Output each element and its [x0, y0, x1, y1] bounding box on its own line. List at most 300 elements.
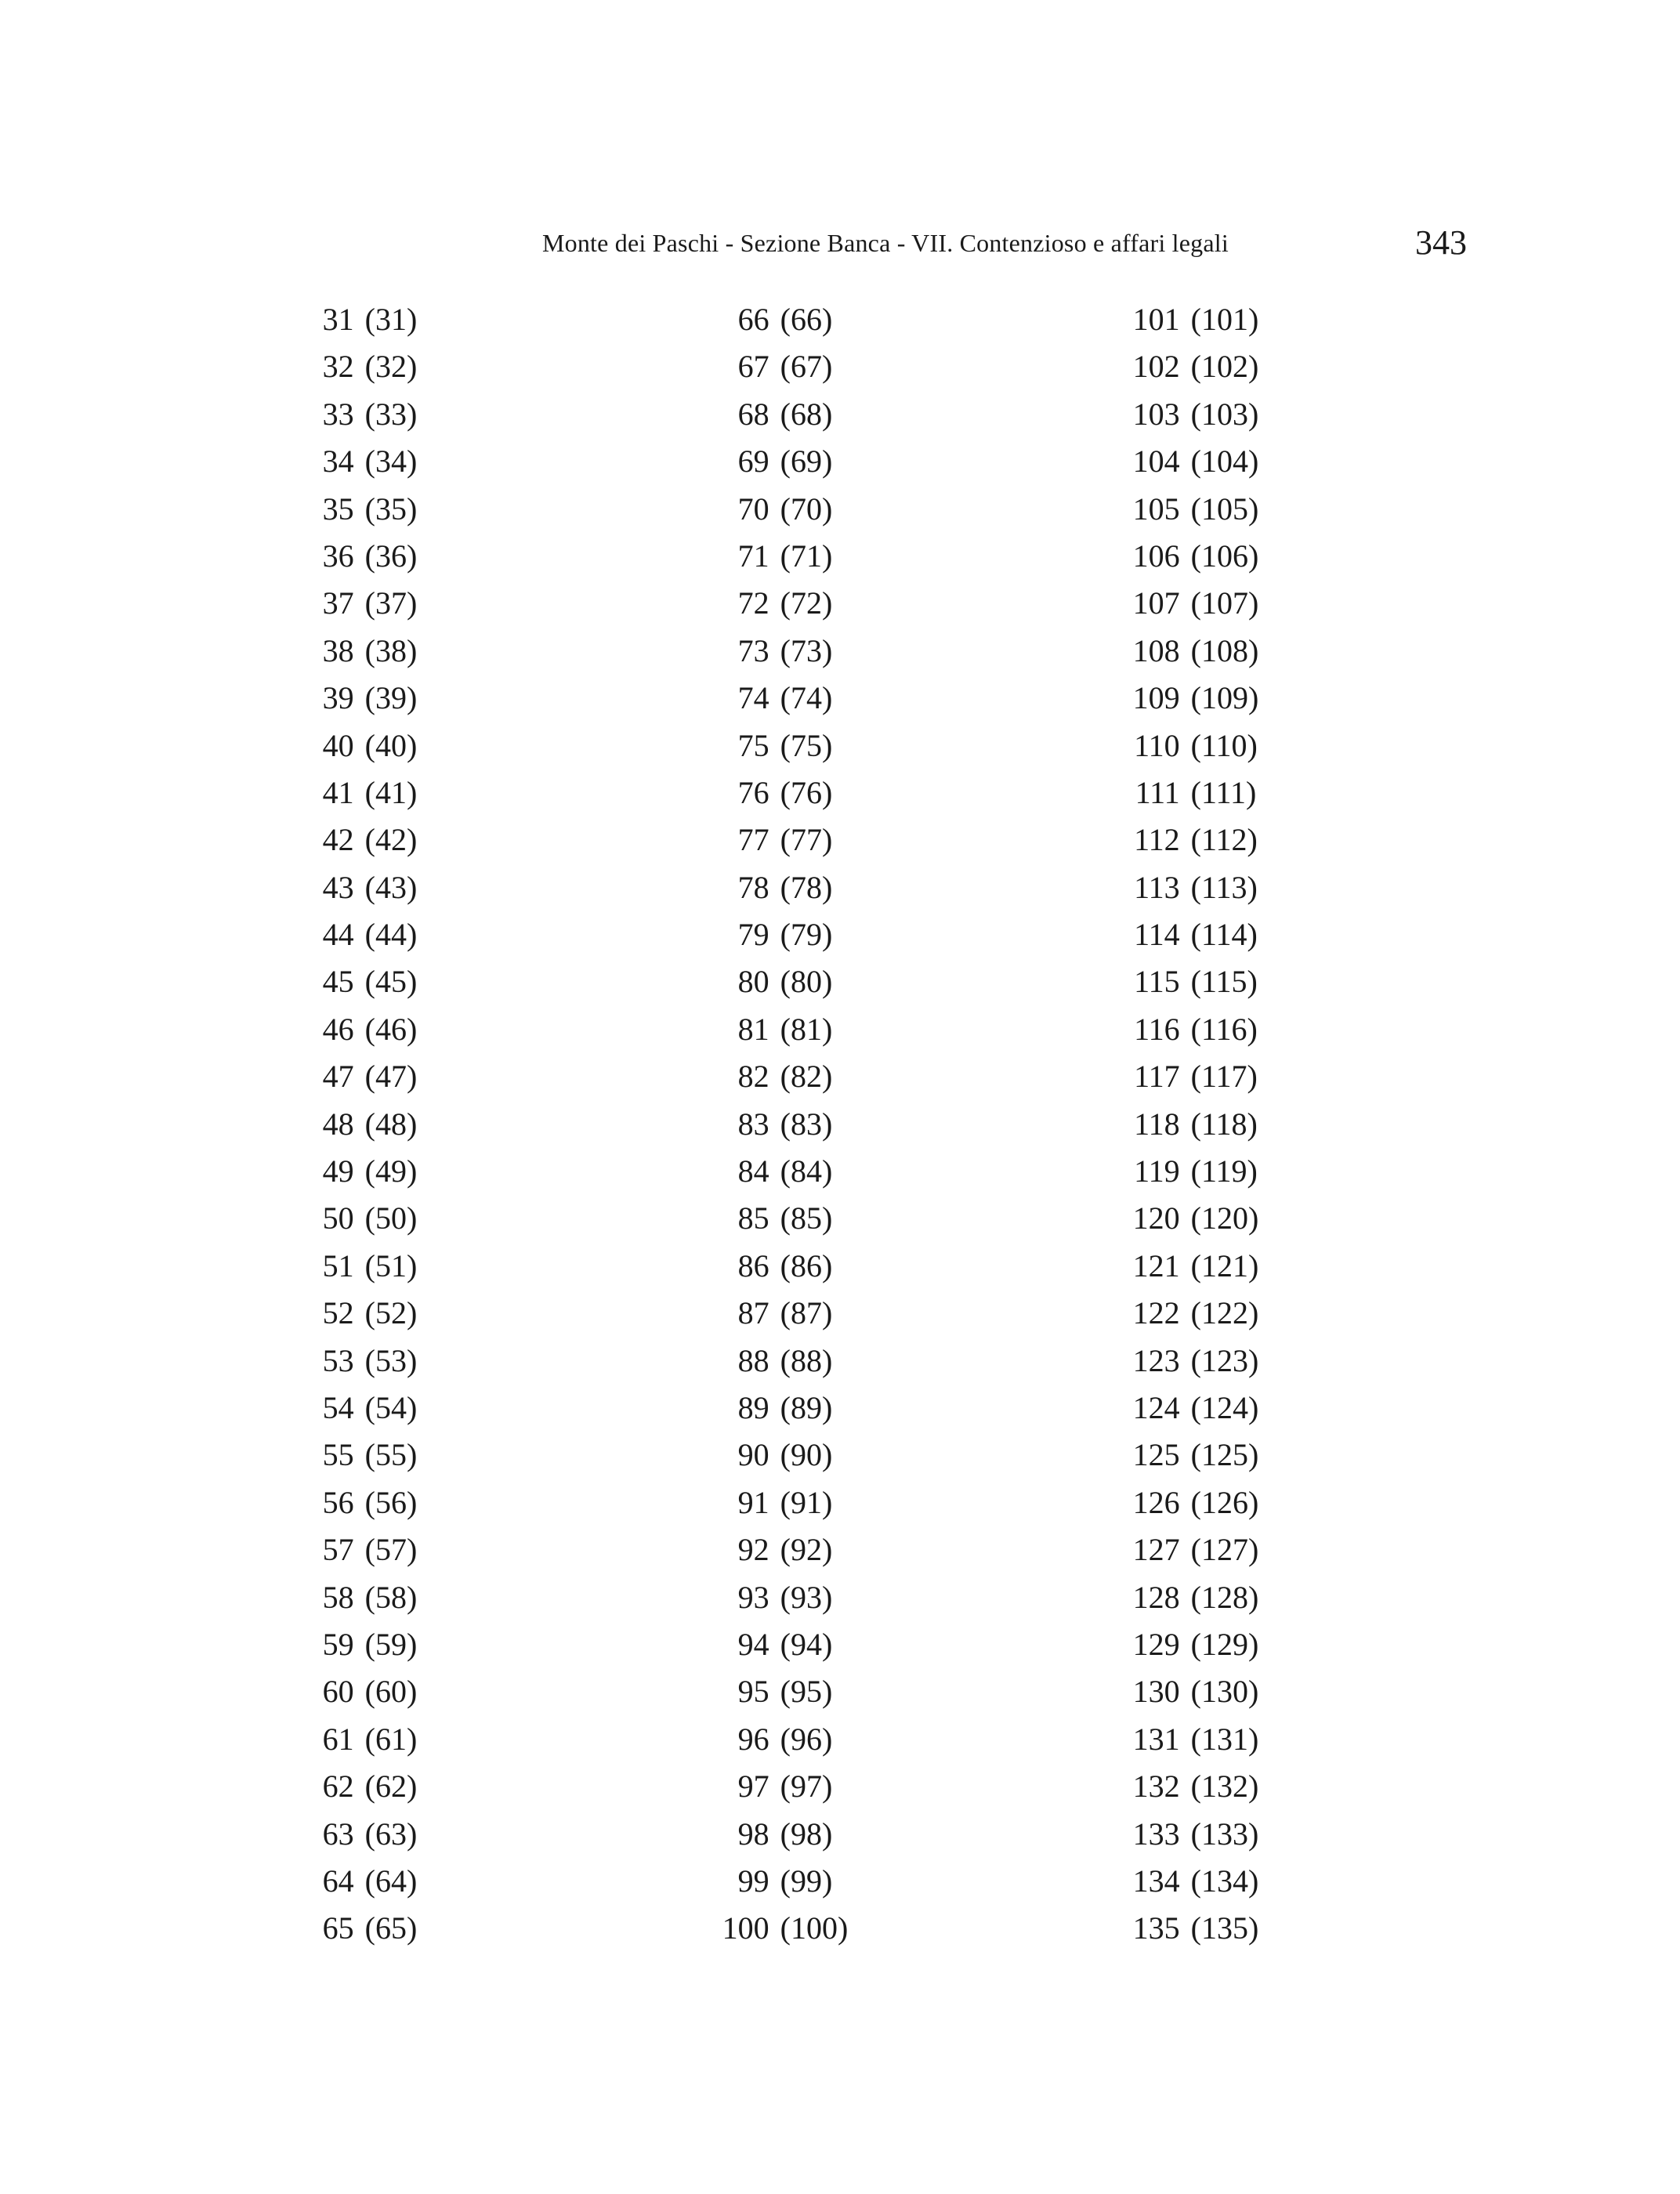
list-item: [621, 486, 950, 533]
list-item: [205, 343, 534, 390]
index-column-3: [1031, 296, 1360, 1953]
list-item: [205, 1716, 534, 1763]
list-item: [621, 1479, 950, 1526]
entry-number: 49: [322, 1153, 354, 1189]
list-item: [621, 1858, 950, 1905]
entry-reference: (51): [364, 1247, 418, 1283]
running-title: Monte dei Paschi - Sezione Banca - VII. Contenzioso e affari legali: [542, 229, 1229, 257]
entry-number: 92: [737, 1532, 769, 1568]
entry-number: 100: [722, 1910, 769, 1946]
entry-reference: (41): [364, 774, 418, 810]
entry-reference: (45): [364, 964, 418, 1000]
list-item: [1031, 675, 1360, 722]
list-item: [205, 769, 534, 816]
entry-number: 106: [1132, 538, 1180, 574]
entry-reference: (65): [364, 1910, 418, 1946]
list-item: [1031, 533, 1360, 580]
list-item: [621, 911, 950, 958]
entry-reference: (90): [780, 1437, 833, 1473]
entry-number: 31: [322, 302, 354, 337]
list-item: [205, 1385, 534, 1432]
entry-number: 77: [737, 822, 769, 858]
entry-number: 35: [322, 491, 354, 527]
entry-reference: (78): [780, 869, 833, 905]
entry-number: 52: [322, 1295, 354, 1331]
list-item: [1031, 343, 1360, 390]
entry-reference: (44): [364, 917, 418, 953]
list-item: [621, 438, 950, 485]
entry-number: 59: [322, 1626, 354, 1662]
entry-reference: (34): [364, 444, 418, 480]
entry-reference: (83): [780, 1106, 833, 1142]
entry-number: 56: [322, 1484, 354, 1520]
entry-number: 72: [737, 585, 769, 621]
list-item: [1031, 1716, 1360, 1763]
list-item: [1031, 1432, 1360, 1479]
entry-reference: (111): [1190, 774, 1257, 810]
list-item: [205, 675, 534, 722]
entry-number: 124: [1132, 1389, 1180, 1425]
list-item: [205, 1243, 534, 1290]
entry-reference: (104): [1190, 444, 1259, 480]
list-item: [1031, 1195, 1360, 1242]
list-item: [621, 1716, 950, 1763]
entry-number: 61: [322, 1721, 354, 1757]
list-item: [1031, 1574, 1360, 1621]
entry-number: 40: [322, 727, 354, 763]
entry-number: 60: [322, 1674, 354, 1710]
entry-number: 51: [322, 1247, 354, 1283]
entry-reference: (79): [780, 917, 833, 953]
list-item: [1031, 1811, 1360, 1858]
list-item: [621, 1385, 950, 1432]
list-item: [205, 1526, 534, 1573]
entry-number: 112: [1134, 822, 1180, 858]
entry-reference: (117): [1190, 1059, 1258, 1095]
list-item: [1031, 1148, 1360, 1195]
entry-reference: (62): [364, 1769, 418, 1805]
entry-reference: (100): [780, 1910, 849, 1946]
list-item: [621, 628, 950, 675]
entry-number: 123: [1132, 1342, 1180, 1378]
list-item: [1031, 864, 1360, 911]
entry-reference: (105): [1190, 491, 1259, 527]
entry-number: 127: [1132, 1532, 1180, 1568]
entry-number: 125: [1132, 1437, 1180, 1473]
entry-reference: (57): [364, 1532, 418, 1568]
list-item: [1031, 911, 1360, 958]
list-item: [205, 1432, 534, 1479]
entry-reference: (50): [364, 1200, 418, 1236]
entry-number: 43: [322, 869, 354, 905]
list-item: [205, 296, 534, 343]
list-item: [621, 1526, 950, 1573]
entry-number: 64: [322, 1863, 354, 1899]
index-column-1: [205, 296, 534, 1953]
entry-reference: (85): [780, 1200, 833, 1236]
list-item: [205, 1763, 534, 1810]
entry-number: 66: [737, 302, 769, 337]
entry-reference: (36): [364, 538, 418, 574]
list-item: [1031, 628, 1360, 675]
list-item: [205, 1811, 534, 1858]
entry-number: 74: [737, 680, 769, 716]
entry-number: 68: [737, 396, 769, 432]
entry-number: 81: [737, 1011, 769, 1047]
entry-number: 98: [737, 1816, 769, 1852]
entry-reference: (98): [780, 1816, 833, 1852]
entry-number: 94: [737, 1626, 769, 1662]
entry-number: 134: [1132, 1863, 1180, 1899]
entry-number: 105: [1132, 491, 1180, 527]
entry-reference: (63): [364, 1816, 418, 1852]
entry-number: 95: [737, 1674, 769, 1710]
entry-reference: (52): [364, 1295, 418, 1331]
entry-reference: (56): [364, 1484, 418, 1520]
entry-reference: (47): [364, 1059, 418, 1095]
entry-reference: (66): [780, 302, 833, 337]
entry-reference: (48): [364, 1106, 418, 1142]
entry-number: 32: [322, 349, 354, 385]
entry-number: 69: [737, 444, 769, 480]
list-item: [621, 722, 950, 769]
list-item: [621, 343, 950, 390]
list-item: [1031, 580, 1360, 627]
entry-number: 121: [1132, 1247, 1180, 1283]
list-item: [621, 675, 950, 722]
entry-number: 99: [737, 1863, 769, 1899]
entry-number: 109: [1132, 680, 1180, 716]
list-item: [205, 864, 534, 911]
list-item: [621, 958, 950, 1005]
list-item: [1031, 1006, 1360, 1053]
entry-reference: (86): [780, 1247, 833, 1283]
entry-reference: (134): [1190, 1863, 1259, 1899]
entry-number: 111: [1135, 774, 1180, 810]
entry-reference: (53): [364, 1342, 418, 1378]
entry-reference: (76): [780, 774, 833, 810]
entry-reference: (91): [780, 1484, 833, 1520]
list-item: [205, 438, 534, 485]
entry-reference: (68): [780, 396, 833, 432]
entry-reference: (126): [1190, 1484, 1259, 1520]
entry-number: 119: [1134, 1153, 1180, 1189]
entry-number: 62: [322, 1769, 354, 1805]
entry-number: 84: [737, 1153, 769, 1189]
entry-number: 97: [737, 1769, 769, 1805]
entry-reference: (49): [364, 1153, 418, 1189]
entry-number: 47: [322, 1059, 354, 1095]
entry-number: 83: [737, 1106, 769, 1142]
entry-number: 38: [322, 632, 354, 668]
entry-reference: (125): [1190, 1437, 1259, 1473]
list-item: [1031, 1905, 1360, 1952]
entry-number: 130: [1132, 1674, 1180, 1710]
list-item: [205, 1101, 534, 1148]
entry-number: 48: [322, 1106, 354, 1142]
entry-number: 101: [1132, 302, 1180, 337]
list-item: [1031, 1668, 1360, 1715]
entry-reference: (113): [1190, 869, 1258, 905]
entry-reference: (101): [1190, 302, 1259, 337]
list-item: [1031, 1385, 1360, 1432]
entry-reference: (96): [780, 1721, 833, 1757]
entry-reference: (130): [1190, 1674, 1259, 1710]
entry-reference: (119): [1190, 1153, 1258, 1189]
entry-reference: (54): [364, 1389, 418, 1425]
entry-reference: (60): [364, 1674, 418, 1710]
entry-number: 108: [1132, 632, 1180, 668]
entry-reference: (135): [1190, 1910, 1259, 1946]
list-item: [621, 1432, 950, 1479]
entry-number: 41: [322, 774, 354, 810]
entry-reference: (97): [780, 1769, 833, 1805]
entry-number: 85: [737, 1200, 769, 1236]
entry-number: 42: [322, 822, 354, 858]
entry-reference: (58): [364, 1579, 418, 1615]
entry-reference: (102): [1190, 349, 1259, 385]
list-item: [205, 533, 534, 580]
list-item: [1031, 486, 1360, 533]
entry-reference: (74): [780, 680, 833, 716]
entry-reference: (87): [780, 1295, 833, 1331]
entry-number: 67: [737, 349, 769, 385]
entry-reference: (35): [364, 491, 418, 527]
list-item: [205, 1621, 534, 1668]
list-item: [1031, 1290, 1360, 1337]
list-item: [621, 1621, 950, 1668]
entry-number: 102: [1132, 349, 1180, 385]
entry-number: 114: [1134, 917, 1180, 953]
entry-reference: (93): [780, 1579, 833, 1615]
list-item: [621, 1290, 950, 1337]
list-item: [1031, 438, 1360, 485]
list-item: [205, 1338, 534, 1385]
entry-reference: (75): [780, 727, 833, 763]
entry-reference: (112): [1190, 822, 1258, 858]
entry-number: 63: [322, 1816, 354, 1852]
entry-number: 58: [322, 1579, 354, 1615]
entry-reference: (120): [1190, 1200, 1259, 1236]
list-item: [621, 1574, 950, 1621]
entry-reference: (82): [780, 1059, 833, 1095]
entry-number: 80: [737, 964, 769, 1000]
entry-reference: (40): [364, 727, 418, 763]
list-item: [1031, 1858, 1360, 1905]
list-item: [1031, 1338, 1360, 1385]
index-column-2: [621, 296, 950, 1953]
entry-number: 36: [322, 538, 354, 574]
list-item: [205, 391, 534, 438]
entry-number: 75: [737, 727, 769, 763]
entry-number: 34: [322, 444, 354, 480]
list-item: [205, 1905, 534, 1952]
entry-reference: (106): [1190, 538, 1259, 574]
entry-reference: (61): [364, 1721, 418, 1757]
entry-number: 115: [1134, 964, 1180, 1000]
entry-reference: (89): [780, 1389, 833, 1425]
entry-reference: (84): [780, 1153, 833, 1189]
entry-number: 44: [322, 917, 354, 953]
list-item: [621, 1006, 950, 1053]
list-item: [1031, 1621, 1360, 1668]
list-item: [1031, 722, 1360, 769]
entry-number: 110: [1134, 727, 1180, 763]
page-number: 343: [1415, 223, 1467, 262]
entry-number: 37: [322, 585, 354, 621]
entry-number: 53: [322, 1342, 354, 1378]
list-item: [205, 1858, 534, 1905]
entry-reference: (39): [364, 680, 418, 716]
list-item: [621, 391, 950, 438]
list-item: [205, 722, 534, 769]
entry-number: 131: [1132, 1721, 1180, 1757]
entry-reference: (70): [780, 491, 833, 527]
entry-number: 120: [1132, 1200, 1180, 1236]
entry-number: 86: [737, 1247, 769, 1283]
list-item: [621, 1668, 950, 1715]
entry-number: 57: [322, 1532, 354, 1568]
entry-number: 116: [1134, 1011, 1180, 1047]
entry-number: 135: [1132, 1910, 1180, 1946]
list-item: [205, 1006, 534, 1053]
list-item: [621, 580, 950, 627]
entry-reference: (115): [1190, 964, 1258, 1000]
entry-reference: (129): [1190, 1626, 1259, 1662]
list-item: [205, 1479, 534, 1526]
entry-reference: (121): [1190, 1247, 1259, 1283]
entry-number: 132: [1132, 1769, 1180, 1805]
entry-number: 73: [737, 632, 769, 668]
list-item: [205, 1290, 534, 1337]
entry-reference: (114): [1190, 917, 1258, 953]
entry-number: 78: [737, 869, 769, 905]
entry-reference: (103): [1190, 396, 1259, 432]
entry-number: 107: [1132, 585, 1180, 621]
entry-reference: (118): [1190, 1106, 1258, 1142]
list-item: [621, 1338, 950, 1385]
entry-reference: (88): [780, 1342, 833, 1378]
entry-number: 54: [322, 1389, 354, 1425]
entry-number: 71: [737, 538, 769, 574]
entry-reference: (132): [1190, 1769, 1259, 1805]
list-item: [621, 1101, 950, 1148]
list-item: [205, 580, 534, 627]
entry-reference: (69): [780, 444, 833, 480]
entry-number: 70: [737, 491, 769, 527]
entry-number: 104: [1132, 444, 1180, 480]
entry-reference: (59): [364, 1626, 418, 1662]
list-item: [205, 958, 534, 1005]
entry-reference: (80): [780, 964, 833, 1000]
list-item: [205, 628, 534, 675]
list-item: [205, 911, 534, 958]
entry-number: 45: [322, 964, 354, 1000]
entry-number: 128: [1132, 1579, 1180, 1615]
entry-number: 103: [1132, 396, 1180, 432]
list-item: [621, 296, 950, 343]
entry-reference: (109): [1190, 680, 1259, 716]
entry-reference: (43): [364, 869, 418, 905]
list-item: [621, 769, 950, 816]
entry-reference: (46): [364, 1011, 418, 1047]
entry-reference: (128): [1190, 1579, 1259, 1615]
list-item: [205, 1053, 534, 1100]
entry-reference: (131): [1190, 1721, 1259, 1757]
entry-reference: (72): [780, 585, 833, 621]
entry-number: 89: [737, 1389, 769, 1425]
entry-reference: (37): [364, 585, 418, 621]
list-item: [1031, 1526, 1360, 1573]
entry-number: 46: [322, 1011, 354, 1047]
entry-reference: (67): [780, 349, 833, 385]
entry-reference: (42): [364, 822, 418, 858]
entry-number: 50: [322, 1200, 354, 1236]
entry-number: 133: [1132, 1816, 1180, 1852]
list-item: [205, 1668, 534, 1715]
entry-number: 93: [737, 1579, 769, 1615]
entry-reference: (108): [1190, 632, 1259, 668]
entry-number: 88: [737, 1342, 769, 1378]
list-item: [1031, 769, 1360, 816]
entry-number: 113: [1134, 869, 1180, 905]
entry-number: 65: [322, 1910, 354, 1946]
list-item: [1031, 1053, 1360, 1100]
entry-number: 55: [322, 1437, 354, 1473]
entry-reference: (123): [1190, 1342, 1259, 1378]
list-item: [205, 1574, 534, 1621]
entry-reference: (110): [1190, 727, 1258, 763]
entry-reference: (107): [1190, 585, 1259, 621]
entry-number: 126: [1132, 1484, 1180, 1520]
entry-reference: (122): [1190, 1295, 1259, 1331]
entry-reference: (124): [1190, 1389, 1259, 1425]
list-item: [205, 816, 534, 863]
list-item: [205, 1148, 534, 1195]
entry-reference: (73): [780, 632, 833, 668]
list-item: [1031, 958, 1360, 1005]
list-item: [1031, 296, 1360, 343]
list-item: [1031, 816, 1360, 863]
list-item: [621, 1053, 950, 1100]
entry-reference: (94): [780, 1626, 833, 1662]
list-item: [1031, 1243, 1360, 1290]
list-item: [621, 1148, 950, 1195]
entry-number: 118: [1134, 1106, 1180, 1142]
entry-number: 82: [737, 1059, 769, 1095]
list-item: [621, 1763, 950, 1810]
entry-reference: (81): [780, 1011, 833, 1047]
entry-number: 90: [737, 1437, 769, 1473]
list-item: [621, 1905, 950, 1952]
entry-reference: (64): [364, 1863, 418, 1899]
entry-number: 129: [1132, 1626, 1180, 1662]
entry-number: 33: [322, 396, 354, 432]
entry-reference: (38): [364, 632, 418, 668]
entry-number: 96: [737, 1721, 769, 1757]
entry-number: 91: [737, 1484, 769, 1520]
entry-number: 79: [737, 917, 769, 953]
entry-reference: (32): [364, 349, 418, 385]
entry-reference: (95): [780, 1674, 833, 1710]
list-item: [621, 533, 950, 580]
entry-reference: (33): [364, 396, 418, 432]
entry-number: 39: [322, 680, 354, 716]
entry-reference: (92): [780, 1532, 833, 1568]
list-item: [1031, 1763, 1360, 1810]
list-item: [1031, 1101, 1360, 1148]
list-item: [621, 816, 950, 863]
